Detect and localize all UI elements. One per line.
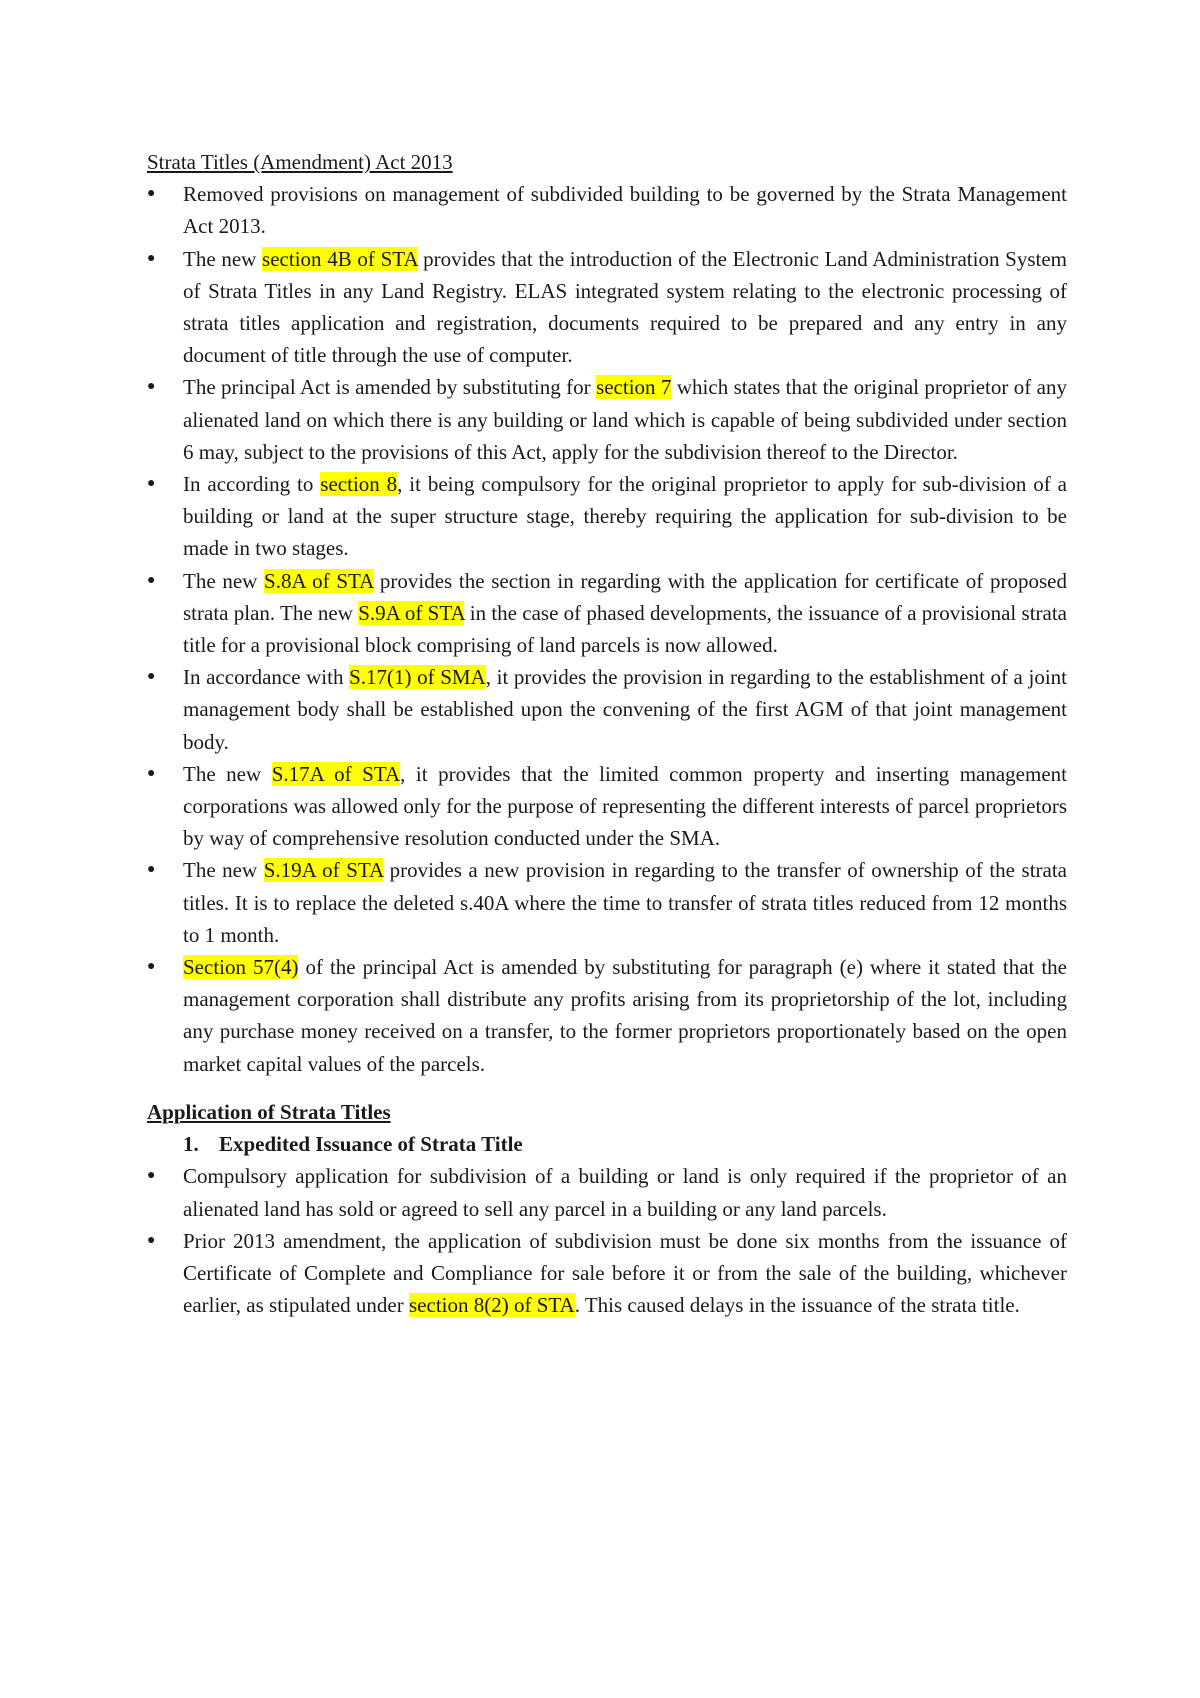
bullet-icon: ● — [147, 862, 156, 878]
bullet-text: , it provides the provision in regarding to the establishment of a joint management body shall be established upon the convening of the first AGM of that joint management body. — [183, 665, 1067, 754]
bullet-text: Prior 2013 amendment, the application of subdivision must be done six months from the issuance of Certificate of Complete and Compliance for sale before it or from the sale of the building, whichever earlier, as stipulated under — [183, 1228, 1067, 1318]
bullet-text: . This caused delays in the issuance of the strata title. — [574, 1293, 1020, 1318]
bullet-icon: ● — [147, 765, 156, 781]
bullet-icon: ● — [147, 669, 156, 685]
list-item — [147, 468, 1067, 565]
list-item — [147, 951, 1067, 1080]
list-item — [147, 758, 1067, 855]
bullet-text: of the principal Act is amended by substituting for paragraph (e) where it stated that the management corporation shall distribute any profits arising from its proprietorship of the lot, including any purchase money received on a transfer, to the former proprietors proportionately based on the open market capital values of the parcels. — [183, 955, 1068, 1076]
highlighted-reference: S.8A of STA — [264, 568, 374, 593]
bullet-text: The new — [183, 858, 264, 883]
subsection-heading — [147, 1128, 1067, 1160]
bullet-text: Compulsory application for subdivision of a building or land is only required if the proprietor of an alienated land has sold or agreed to sell any parcel in a building or any land parcels. — [183, 1164, 1067, 1221]
highlighted-reference: section 4B of STA — [262, 246, 418, 271]
application-bullet-list — [147, 1160, 1067, 1321]
highlighted-reference: Section 57(4) — [183, 955, 299, 980]
bullet-icon: ● — [147, 379, 156, 395]
bullet-text: Removed provisions on management of subdivided building to be governed by the Strata Management Act 2013. — [183, 182, 1067, 239]
bullet-text: provides a new provision in regarding to the transfer of ownership of the strata titles. It is to replace the deleted s.40A where the time to transfer of strata titles reduced from 12 months to 1 month. — [183, 858, 1068, 947]
highlighted-reference: section 8(2) of STA — [409, 1293, 575, 1318]
bullet-icon: ● — [147, 186, 156, 202]
subsection-title: Expedited Issuance of Strata Title — [219, 1132, 523, 1157]
bullet-text: The new — [183, 246, 263, 271]
highlighted-reference: section 7 — [596, 375, 672, 400]
amendment-bullet-list — [147, 178, 1067, 1080]
bullet-text: The new — [183, 568, 265, 593]
list-item — [147, 243, 1067, 372]
highlighted-reference: S.17A of STA — [271, 761, 401, 786]
bullet-icon: ● — [147, 572, 156, 588]
bullet-text: provides the section in regarding with the application for certificate of proposed strata plan. The new — [183, 568, 1067, 625]
list-item — [147, 371, 1067, 468]
list-item — [147, 1160, 1067, 1224]
document-title: Strata Titles (Amendment) Act 2013 — [147, 150, 453, 174]
bullet-text: which states that the original proprietor of any alienated land on which there is any building or land which is capable of being subdivided under section 6 may, subject to the provisions of this Act, apply for the subdivision thereof to the Director. — [183, 375, 1067, 464]
list-item — [147, 178, 1067, 242]
list-item — [147, 565, 1067, 662]
bullet-icon: ● — [147, 476, 156, 492]
highlighted-reference: S.9A of STA — [358, 600, 465, 625]
section-heading: Application of Strata Titles — [147, 1099, 391, 1124]
bullet-icon: ● — [147, 1168, 156, 1184]
bullet-text: The principal Act is amended by substituting for — [183, 375, 597, 400]
bullet-text: , it provides that the limited common property and inserting management corporations was allowed only for the purpose of representing the different interests of parcel proprietors by way of comprehensive resolution conducted under the SMA. — [183, 761, 1067, 851]
list-item — [147, 661, 1067, 758]
bullet-icon: ● — [147, 959, 156, 975]
bullet-icon: ● — [147, 250, 156, 266]
bullet-text: , it being compulsory for the original proprietor to apply for sub-division of a building or land at the super structure stage, thereby requiring the application for sub-division to be made in two stages. — [183, 472, 1068, 561]
highlighted-reference: S.17(1) of SMA — [349, 665, 486, 690]
list-item — [147, 854, 1067, 951]
bullet-text: provides that the introduction of the Electronic Land Administration System of Strata Titles in any Land Registry. ELAS integrated system relating to the electronic processing of strata titles application and registration, documents required to be prepared and any entry in any document of title through the use of computer. — [183, 246, 1068, 368]
bullet-icon: ● — [147, 1232, 156, 1248]
bullet-text: The new — [183, 761, 272, 786]
list-item — [147, 1225, 1067, 1322]
highlighted-reference: S.19A of STA — [263, 858, 384, 883]
subsection-number: 1. — [183, 1132, 199, 1157]
bullet-text: In according to — [183, 472, 321, 497]
bullet-text: in the case of phased developments, the issuance of a provisional strata title for a provisional block comprising of land parcels is now allowed. — [183, 600, 1068, 658]
document-body — [147, 146, 1067, 1321]
bullet-text: In accordance with — [183, 665, 350, 690]
highlighted-reference: section 8 — [320, 472, 398, 497]
